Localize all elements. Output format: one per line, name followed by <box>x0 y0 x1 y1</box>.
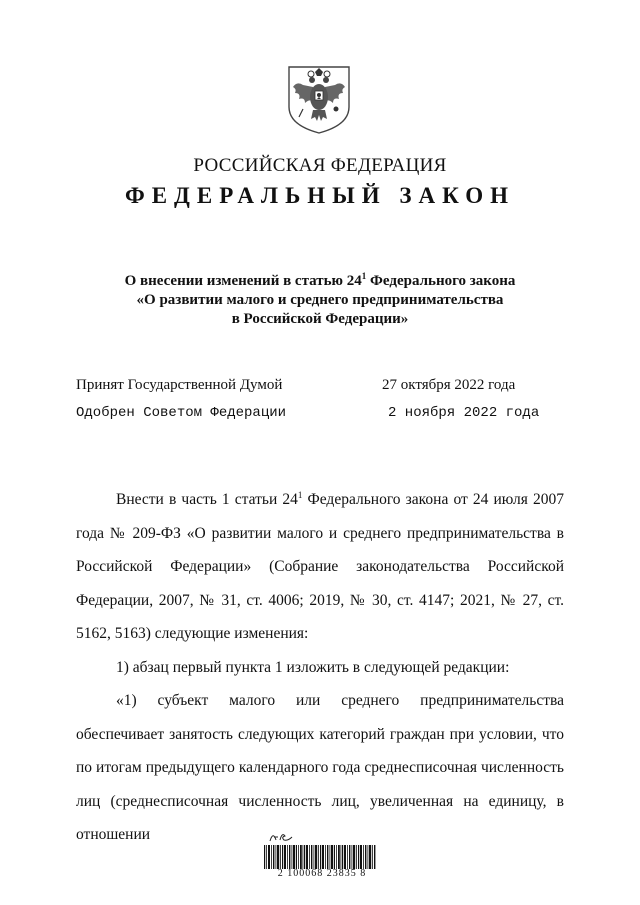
coat-of-arms-of-russia-icon <box>283 63 355 135</box>
handwritten-initials-icon <box>268 828 294 844</box>
barcode <box>264 845 376 869</box>
law-title-line-1: О внесении изменений в статью $24^1$ Федерального закона <box>124 271 516 289</box>
document-type-title: ФЕДЕРАЛЬНЫЙ ЗАКОН <box>124 183 516 208</box>
council-approval-date: 2 ноября 2022 года <box>388 405 540 421</box>
law-title-line-3: в Российской Федерации» <box>231 311 409 327</box>
body-paragraph-2: 1) абзац первый пункта 1 изложить в следующей редакции: <box>116 658 510 676</box>
duma-adoption-date: 27 октября 2022 года <box>382 377 516 393</box>
barcode-number: 2 100068 23835 8 <box>277 868 367 879</box>
law-title-line-2: «О развитии малого и среднего предпринимательства <box>136 292 504 308</box>
body-paragraph-3: «1) субъект малого или среднего предпринимательства обеспечивает занятость следующих категорий граждан при условии, что по итогам предыдущего календарного года среднесписочная численность лиц (среднесписочная численность лиц, увеличенная на единицу, в отношении <box>76 692 564 843</box>
country-name: РОССИЙСКАЯ ФЕДЕРАЦИЯ <box>193 155 447 176</box>
law-body <box>76 483 564 852</box>
body-paragraph-1: Внести в часть 1 статьи $24^1$ Федерального закона от 24 июля 2007 года № 209-ФЗ «О развитии малого и среднего предпринимательства в Российской Федерации» (Собрание законодательства Российской Федерации, 2007, № 31, ст. 4006; 2019, № 30, ст. 4147; 2021, № 27, ст. 5162, 5163) следующие изменения: <box>76 490 564 642</box>
duma-adoption-label: Принят Государственной Думой <box>76 377 283 393</box>
law-title <box>60 272 580 329</box>
council-approval-label: Одобрен Советом Федерации <box>76 405 287 421</box>
